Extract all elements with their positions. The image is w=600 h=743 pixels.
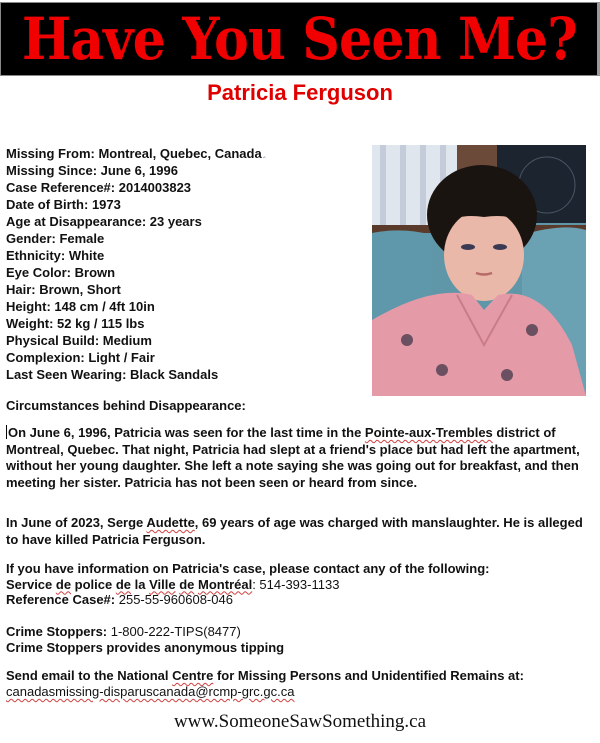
crime-stoppers-line bbox=[6, 624, 284, 640]
police-label-part: la bbox=[131, 576, 150, 592]
police-label-part: Service bbox=[6, 576, 56, 592]
email-label bbox=[6, 668, 524, 684]
facts-list bbox=[6, 145, 266, 383]
poster-title: Have You Seen Me? bbox=[21, 5, 577, 73]
email-address[interactable]: canadasmissing-disparuscanada@rcmp-grc.gc.ca bbox=[6, 684, 295, 699]
circumstances-paragraph-1 bbox=[6, 425, 596, 491]
fact-complexion: Complexion: Light / Fair bbox=[6, 350, 155, 365]
email-label-part: Send email to the National bbox=[6, 668, 173, 683]
reference-value: 255-55-960608-046 bbox=[115, 592, 233, 607]
police-contact bbox=[6, 577, 489, 593]
portrait-illustration bbox=[372, 145, 586, 396]
autocorrect-mark-icon: ‸ bbox=[262, 148, 266, 158]
fact-case-reference: Case Reference#: 2014003823 bbox=[6, 180, 192, 195]
fact-ethnicity: Ethnicity: White bbox=[6, 248, 105, 263]
email-section bbox=[6, 668, 524, 700]
place-name: Pointe-aux-Trembles bbox=[364, 425, 493, 440]
crime-stoppers-section bbox=[6, 624, 284, 655]
crime-stoppers-label: Crime Stoppers: bbox=[6, 624, 108, 639]
fact-height: Height: 148 cm / 4ft 10in bbox=[6, 299, 155, 314]
footer-website[interactable]: www.SomeoneSawSomething.ca bbox=[173, 711, 427, 732]
paragraph-text: On June 6, 1996, Patricia was seen for the last time in the bbox=[8, 425, 365, 440]
email-label-part: Centre bbox=[172, 668, 214, 683]
fact-hair: Hair: Brown, Short bbox=[6, 282, 121, 297]
paragraph-text: , 69 years of age was charged with manslaughter. He is alleged to have killed Patricia Ferguson. bbox=[6, 515, 583, 547]
police-label-part: de bbox=[115, 576, 132, 592]
circumstances-heading: Circumstances behind Disappearance: bbox=[6, 398, 246, 413]
fact-eye-color: Eye Color: Brown bbox=[6, 265, 116, 280]
suspect-surname: Audette bbox=[146, 515, 195, 530]
fact-weight: Weight: 52 kg / 115 lbs bbox=[6, 316, 145, 331]
police-label-part: Ville bbox=[149, 576, 176, 592]
fact-missing-from bbox=[6, 145, 266, 162]
missing-person-photo bbox=[372, 145, 586, 396]
contact-intro: If you have information on Patricia's case, please contact any of the following: bbox=[6, 561, 490, 576]
paragraph-text: In June of 2023, Serge bbox=[6, 515, 147, 530]
police-label-part: Montréal bbox=[198, 576, 253, 592]
email-label-part: for Missing Persons and Unidentified Remains at: bbox=[213, 668, 524, 683]
missing-person-name: Patricia Ferguson bbox=[207, 80, 393, 105]
crime-stoppers-phone: 1-800-222-TIPS(8477) bbox=[107, 624, 241, 639]
fact-text: Missing From: Montreal, Quebec, Canada bbox=[6, 146, 262, 161]
reference-label: Reference Case#: bbox=[6, 592, 116, 607]
fact-last-seen-wearing: Last Seen Wearing: Black Sandals bbox=[6, 367, 219, 382]
fact-gender: Gender: Female bbox=[6, 231, 105, 246]
police-label-part: de bbox=[179, 576, 195, 592]
fact-build: Physical Build: Medium bbox=[6, 333, 152, 348]
police-label-part: de bbox=[55, 576, 72, 592]
reference-case bbox=[6, 592, 489, 608]
header-banner bbox=[0, 2, 600, 76]
fact-date-of-birth: Date of Birth: 1973 bbox=[6, 197, 121, 212]
police-label bbox=[6, 577, 252, 592]
contact-section bbox=[6, 561, 489, 608]
fact-age: Age at Disappearance: 23 years bbox=[6, 214, 202, 229]
text-cursor bbox=[6, 425, 7, 439]
police-label-part: police bbox=[71, 576, 116, 592]
circumstances-paragraph-2 bbox=[6, 515, 596, 548]
paragraph-text: district of Montreal, Quebec. That night, Patricia had slept at a friend's place but had left the apartment, without her young daughter. She left a note saying she was going out for breakfast, and then meeting her sister. Patricia has not been seen or heard from since. bbox=[6, 425, 580, 490]
fact-missing-since: Missing Since: June 6, 1996 bbox=[6, 163, 178, 178]
police-phone: : 514-393-1133 bbox=[252, 576, 340, 592]
crime-stoppers-note: Crime Stoppers provides anonymous tipping bbox=[6, 639, 285, 655]
